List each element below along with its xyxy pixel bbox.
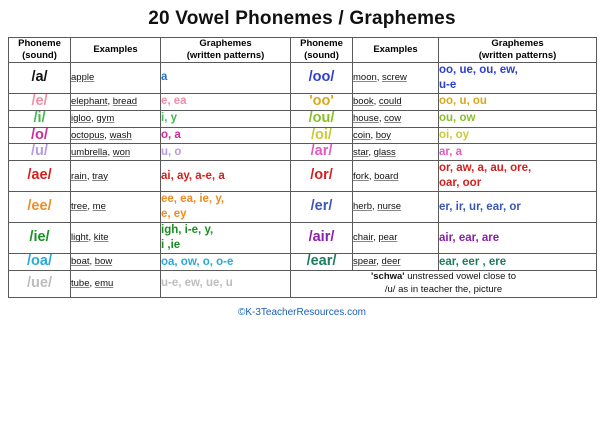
table-row	[9, 254, 597, 271]
phoneme-cell: /oi/	[291, 127, 353, 144]
header-phoneme-right	[291, 38, 353, 63]
header-phoneme-right-line1: Phoneme	[300, 38, 343, 49]
examples-cell: chair, pear	[353, 223, 439, 254]
phoneme-cell: /or/	[291, 161, 353, 192]
examples-cell: rain, tray	[71, 161, 161, 192]
table-row	[9, 93, 597, 110]
phoneme-cell: /ae/	[9, 161, 71, 192]
header-graphemes-left	[161, 38, 291, 63]
examples-cell: octopus, wash	[71, 127, 161, 144]
phoneme-cell: /e/	[9, 93, 71, 110]
phoneme-cell: /oa/	[9, 254, 71, 271]
phoneme-cell: /a/	[9, 62, 71, 93]
phoneme-cell: /ue/	[9, 270, 71, 297]
graphemes-cell: ee, ea, ie, y, e, ey	[161, 192, 291, 223]
phoneme-cell: /er/	[291, 192, 353, 223]
examples-cell: elephant, bread	[71, 93, 161, 110]
examples-cell: apple	[71, 62, 161, 93]
phoneme-cell: /i/	[9, 110, 71, 127]
graphemes-cell: igh, i-e, y, i ,ie	[161, 223, 291, 254]
schwa-word: 'schwa'	[371, 270, 405, 282]
graphemes-cell: oi, oy	[439, 127, 597, 144]
examples-cell: herb, nurse	[353, 192, 439, 223]
graphemes-cell: ar, a	[439, 144, 597, 161]
schwa-note-line1	[291, 271, 596, 284]
header-examples-right: Examples	[353, 38, 439, 63]
graphemes-cell: ear, eer , ere	[439, 254, 597, 271]
graphemes-cell: ou, ow	[439, 110, 597, 127]
graphemes-cell: a	[161, 62, 291, 93]
graphemes-cell: o, a	[161, 127, 291, 144]
examples-cell: boat, bow	[71, 254, 161, 271]
header-phoneme-left	[9, 38, 71, 63]
graphemes-cell: air, ear, are	[439, 223, 597, 254]
header-graphemes-right	[439, 38, 597, 63]
graphemes-cell: ai, ay, a-e, a	[161, 161, 291, 192]
graphemes-cell: u-e, ew, ue, u	[161, 270, 291, 297]
graphemes-cell: u, o	[161, 144, 291, 161]
graphemes-cell: oa, ow, o, o-e	[161, 254, 291, 271]
examples-cell: coin, boy	[353, 127, 439, 144]
phoneme-cell: /ee/	[9, 192, 71, 223]
header-graphemes-right-line2: (written patterns)	[478, 49, 557, 61]
header-phoneme-right-line2: (sound)	[304, 49, 339, 61]
examples-cell: house, cow	[353, 110, 439, 127]
phoneme-cell: /ear/	[291, 254, 353, 271]
phoneme-grapheme-table	[8, 37, 597, 298]
table-row	[9, 161, 597, 192]
graphemes-cell: er, ir, ur, ear, or	[439, 192, 597, 223]
table-row	[9, 62, 597, 93]
header-graphemes-left-line2: (written patterns)	[186, 49, 265, 61]
phoneme-cell: /o/	[9, 127, 71, 144]
header-graphemes-right-line1: Graphemes	[491, 38, 544, 49]
examples-cell: tree, me	[71, 192, 161, 223]
graphemes-cell: oo, u, ou	[439, 93, 597, 110]
phoneme-cell: 'oo'	[291, 93, 353, 110]
schwa-note-rest: unstressed vowel close to	[404, 270, 516, 282]
examples-cell: book, could	[353, 93, 439, 110]
table-row	[9, 127, 597, 144]
phoneme-cell: /oo/	[291, 62, 353, 93]
examples-cell: umbrella, won	[71, 144, 161, 161]
graphemes-cell: e, ea	[161, 93, 291, 110]
page-title: 20 Vowel Phonemes / Graphemes	[148, 8, 456, 29]
table-row	[9, 192, 597, 223]
table-row	[9, 144, 597, 161]
table-row	[9, 110, 597, 127]
phoneme-cell: /air/	[291, 223, 353, 254]
phoneme-cell: /u/	[9, 144, 71, 161]
schwa-note-line2: /u/ as in teacher the, picture	[384, 283, 503, 295]
header-examples-left: Examples	[71, 38, 161, 63]
header-phoneme-left-line1: Phoneme	[18, 38, 61, 49]
examples-cell: moon, screw	[353, 62, 439, 93]
table-row	[9, 223, 597, 254]
examples-cell: spear, deer	[353, 254, 439, 271]
graphemes-cell: oo, ue, ou, ew, u-e	[439, 62, 597, 93]
credit-link[interactable]: ©K-3TeacherResources.com	[238, 306, 366, 318]
examples-cell: star, glass	[353, 144, 439, 161]
table-row-last	[9, 270, 597, 297]
phoneme-cell: /ie/	[9, 223, 71, 254]
graphemes-cell: i, y	[161, 110, 291, 127]
schwa-note	[291, 270, 597, 297]
examples-cell: tube, emu	[71, 270, 161, 297]
phoneme-cell: /ou/	[291, 110, 353, 127]
credit-line	[8, 298, 596, 318]
examples-cell: igloo, gym	[71, 110, 161, 127]
phoneme-cell: /ar/	[291, 144, 353, 161]
table-header-row	[9, 38, 597, 63]
examples-cell: fork, board	[353, 161, 439, 192]
header-phoneme-left-line2: (sound)	[22, 49, 57, 61]
graphemes-cell: or, aw, a, au, ore, oar, oor	[439, 161, 597, 192]
header-graphemes-left-line1: Graphemes	[199, 38, 252, 49]
examples-cell: light, kite	[71, 223, 161, 254]
